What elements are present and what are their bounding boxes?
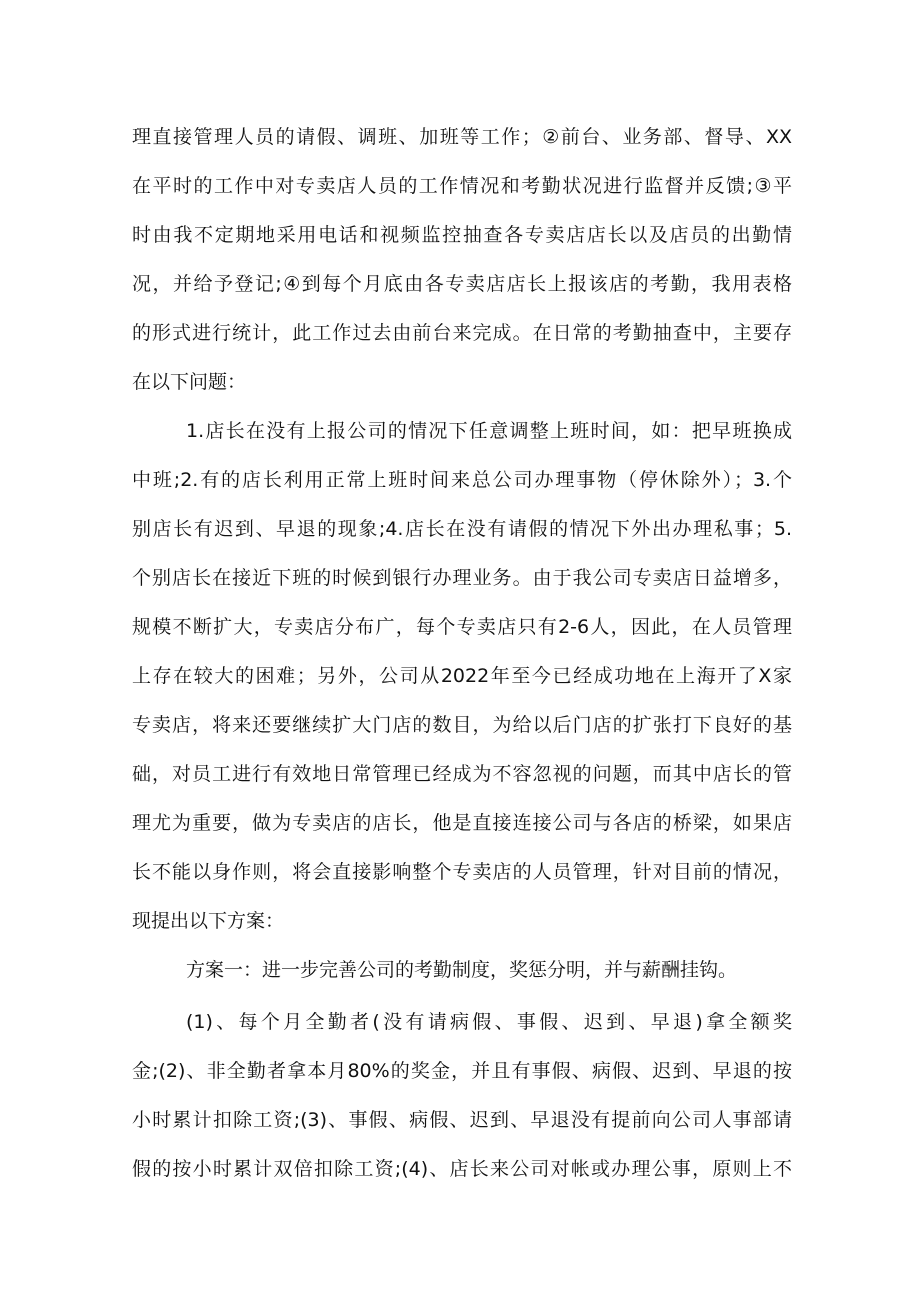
text-line: 础，对员工进行有效地日常管理已经成为不容忽视的问题，而其中店长的管 xyxy=(132,763,792,785)
text-line: 时由我不定期地采用电话和视频监控抽查各专卖店店长以及店员的出勤情 xyxy=(132,224,792,246)
text-line: 理尤为重要，做为专卖店的店长，他是直接连接公司与各店的桥梁，如果店 xyxy=(132,812,792,834)
text-line: 小时累计扣除工资;(3)、事假、病假、迟到、早退没有提前向公司人事部请 xyxy=(132,1109,792,1131)
text-line: 假的按小时累计双倍扣除工资;(4)、店长来公司对帐或办理公事，原则上不 xyxy=(132,1158,792,1180)
text-line: 别店长有迟到、早退的现象;4.店长在没有请假的情况下外出办理私事；5. xyxy=(132,518,792,540)
text-line: 在以下问题： xyxy=(132,371,247,393)
text-line: 况，并给予登记;④到每个月底由各专卖店店长上报该店的考勤，我用表格 xyxy=(132,273,792,295)
text-line: 规模不断扩大，专卖店分布广，每个专卖店只有2-6人，因此，在人员管理 xyxy=(132,616,792,638)
text-line: 的形式进行统计，此工作过去由前台来完成。在日常的考勤抽查中，主要存 xyxy=(132,322,792,344)
text-line: 个别店长在接近下班的时候到银行办理业务。由于我公司专卖店日益增多， xyxy=(132,567,792,589)
text-line: 方案一：进一步完善公司的考勤制度，奖惩分明，并与薪酬挂钩。 xyxy=(186,959,738,981)
text-line: 1.店长在没有上报公司的情况下任意调整上班时间，如：把早班换成 xyxy=(186,420,792,442)
text-line: 专卖店，将来还要继续扩大门店的数目，为给以后门店的扩张打下良好的基 xyxy=(132,714,792,736)
text-line: (1)、每个月全勤者(没有请病假、事假、迟到、早退)拿全额奖 xyxy=(186,1011,792,1033)
text-line: 金;(2)、非全勤者拿本月80%的奖金，并且有事假、病假、迟到、早退的按 xyxy=(132,1060,792,1082)
text-line: 长不能以身作则，将会直接影响整个专卖店的人员管理，针对目前的情况， xyxy=(132,861,792,883)
text-line: 在平时的工作中对专卖店人员的工作情况和考勤状况进行监督并反馈;③平 xyxy=(132,175,792,197)
text-line: 上存在较大的困难；另外，公司从2022年至今已经成功地在上海开了X家 xyxy=(132,665,792,687)
text-line: 理直接管理人员的请假、调班、加班等工作；②前台、业务部、督导、XX xyxy=(132,126,792,148)
text-line: 现提出以下方案： xyxy=(132,910,285,932)
text-line: 中班;2.有的店长利用正常上班时间来总公司办理事物（停休除外）；3.个 xyxy=(132,469,792,491)
